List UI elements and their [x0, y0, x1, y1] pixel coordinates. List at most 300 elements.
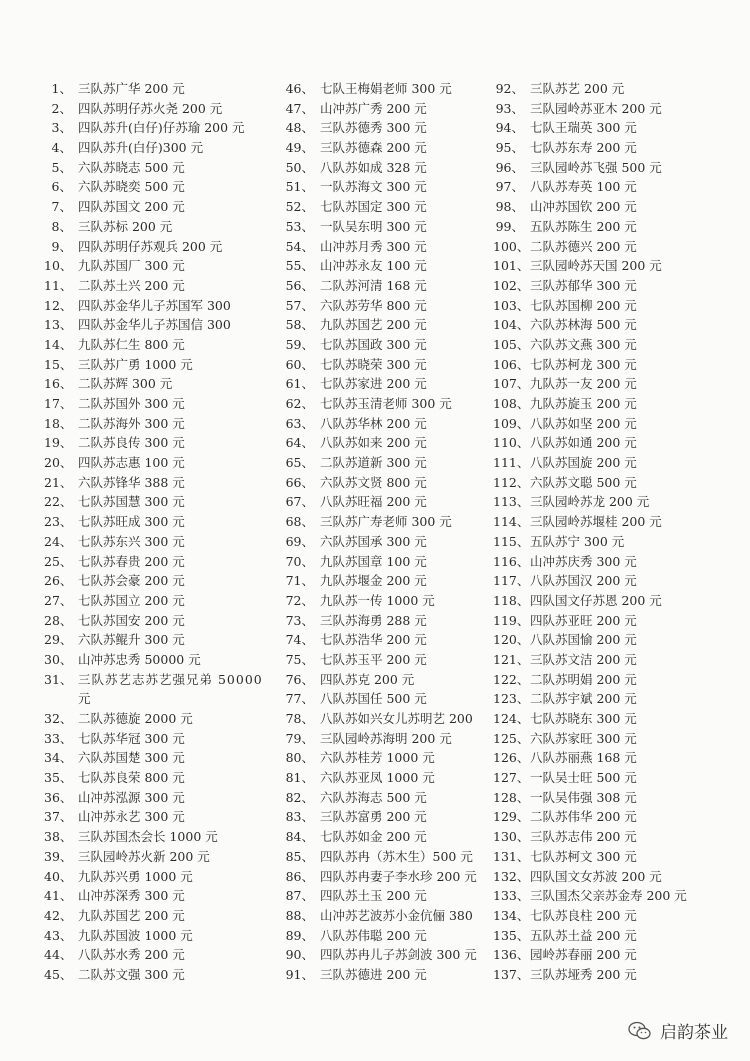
entry-number: 115、 — [493, 533, 530, 549]
donor-entry — [493, 807, 748, 827]
entry-number: 59、 — [285, 336, 314, 352]
donor-entry — [493, 79, 748, 99]
donor-entry — [493, 748, 748, 768]
entry-text: 三队园岭苏龙 200 元 — [530, 494, 650, 510]
entry-text: 六队苏劳华 800 元 — [320, 297, 427, 313]
entry-number: 98、 — [495, 199, 524, 215]
entry-number: 104、 — [493, 317, 530, 333]
entry-text: 山冲苏广秀 200 元 — [320, 100, 427, 116]
entry-text: 三队园岭苏天国 200 元 — [530, 258, 662, 274]
entry-text: 七队苏良荣 800 元 — [78, 770, 185, 786]
entry-text: 七队苏柯文 300 元 — [530, 848, 637, 864]
entry-text: 一队吴士旺 500 元 — [530, 770, 637, 786]
entry-number: 4、 — [51, 140, 72, 156]
donor-entry — [283, 256, 495, 276]
donor-entry — [44, 138, 282, 158]
entry-text: 二队苏德旋 2000 元 — [78, 711, 193, 727]
donor-entry — [493, 335, 748, 355]
entry-number: 36、 — [44, 789, 73, 805]
donor-entry — [44, 729, 282, 749]
entry-text: 六队苏文贤 800 元 — [320, 474, 427, 490]
entry-number: 6、 — [51, 179, 72, 195]
entry-text: 四队苏冉（苏木生）500 元 — [320, 848, 473, 864]
donor-entry — [283, 276, 495, 296]
entry-text: 四队苏金华儿子苏国军 300 — [78, 297, 231, 313]
entry-text: 三队苏德进 200 元 — [320, 966, 427, 982]
donor-entry — [493, 217, 748, 237]
brand-name: 启韵茶业 — [660, 1023, 728, 1043]
entry-number: 97、 — [495, 179, 524, 195]
entry-number: 117、 — [493, 573, 530, 589]
entry-number: 75、 — [285, 651, 314, 667]
entry-number: 73、 — [285, 612, 314, 628]
donor-entry — [283, 788, 495, 808]
entry-number: 52、 — [285, 199, 314, 215]
entry-text: 三队苏德森 200 元 — [320, 140, 427, 156]
donor-entry — [493, 945, 748, 965]
donor-entry — [493, 296, 748, 316]
donor-entry — [493, 788, 748, 808]
entry-text: 六队苏国楚 300 元 — [78, 750, 185, 766]
entry-number: 8、 — [51, 218, 72, 234]
entry-text: 一队吴伟强 308 元 — [530, 789, 637, 805]
entry-text: 山冲苏深秀 300 元 — [78, 888, 185, 904]
entry-number: 57、 — [285, 297, 314, 313]
donor-entry — [44, 571, 282, 591]
entry-number: 25、 — [44, 553, 73, 569]
donor-entry — [493, 965, 748, 985]
entry-number: 43、 — [44, 927, 73, 943]
entry-text: 七队苏会豪 200 元 — [78, 573, 185, 589]
entry-number: 82、 — [285, 789, 314, 805]
donor-entry — [283, 473, 495, 493]
entry-text: 山冲苏永艺 300 元 — [78, 809, 185, 825]
entry-text: 山冲苏永友 100 元 — [320, 258, 427, 274]
entry-text: 九队苏国艺 200 元 — [78, 907, 185, 923]
entry-number: 23、 — [44, 514, 73, 530]
entry-number: 50、 — [285, 159, 314, 175]
entry-number: 105、 — [493, 336, 530, 352]
entry-text: 七队苏良柱 200 元 — [530, 907, 637, 923]
entry-number: 42、 — [44, 907, 73, 923]
entry-number: 90、 — [285, 947, 314, 963]
donor-entry — [44, 867, 282, 887]
donor-entry — [44, 926, 282, 946]
donor-entry — [493, 689, 748, 709]
entry-number: 48、 — [285, 120, 314, 136]
entry-number: 93、 — [495, 100, 524, 116]
entry-number: 80、 — [285, 750, 314, 766]
donor-entry — [44, 611, 282, 631]
entry-text: 七队苏国政 300 元 — [320, 336, 427, 352]
entry-text: 八队苏丽燕 168 元 — [530, 750, 637, 766]
entry-number: 55、 — [285, 258, 314, 274]
entry-text: 七队苏如金 200 元 — [320, 829, 427, 845]
donor-entry — [283, 670, 495, 690]
donor-entry — [493, 591, 748, 611]
entry-text: 七队苏旺成 300 元 — [78, 514, 185, 530]
donor-entry — [283, 453, 495, 473]
donor-entry — [44, 256, 282, 276]
entry-number: 20、 — [44, 455, 73, 471]
donor-entry — [283, 591, 495, 611]
entry-text: 六队苏海志 500 元 — [320, 789, 427, 805]
entry-number: 27、 — [44, 592, 73, 608]
donor-entry — [493, 414, 748, 434]
donor-entry — [493, 374, 748, 394]
donor-entry — [283, 906, 495, 926]
entry-text: 三队园岭苏堰桂 200 元 — [530, 514, 662, 530]
entry-number: 40、 — [44, 868, 73, 884]
entry-number: 17、 — [44, 396, 73, 411]
entry-text: 四队苏志惠 100 元 — [78, 455, 185, 471]
entry-text: 八队苏如来 200 元 — [320, 435, 427, 451]
entry-number: 21、 — [44, 474, 73, 490]
donor-entry — [283, 709, 495, 729]
donor-entry — [493, 552, 748, 572]
entry-number: 72、 — [285, 592, 314, 608]
donor-entry — [493, 197, 748, 217]
donor-entry — [44, 315, 282, 335]
entry-number: 109、 — [493, 415, 530, 431]
entry-number: 100、 — [493, 238, 530, 254]
entry-number: 102、 — [493, 277, 530, 293]
entry-text: 八队苏国旋 200 元 — [530, 455, 637, 471]
entry-text: 四队苏国文 200 元 — [78, 199, 185, 215]
entry-text: 七队苏晓东 300 元 — [530, 711, 637, 726]
entry-text: 山冲苏国钦 200 元 — [530, 199, 637, 215]
donor-entry — [44, 492, 282, 512]
entry-text: 二队苏良传 300 元 — [78, 435, 185, 451]
entry-text: 三队苏郁华 300 元 — [530, 277, 637, 293]
entry-text: 二队苏文强 300 元 — [78, 966, 185, 982]
entry-number: 120、 — [493, 632, 530, 648]
entry-number: 5、 — [51, 159, 72, 175]
donor-entry — [44, 394, 282, 414]
donor-entry — [44, 79, 282, 99]
entry-text: 五队苏土益 200 元 — [530, 927, 637, 943]
entry-text: 六队苏鲲升 300 元 — [78, 632, 185, 648]
donor-entry — [493, 394, 748, 414]
donor-entry — [44, 99, 282, 119]
entry-text: 七队苏国安 200 元 — [78, 612, 185, 628]
entry-number: 85、 — [285, 848, 314, 864]
entry-number: 128、 — [493, 789, 530, 805]
entry-number: 134、 — [493, 907, 530, 923]
entry-text: 八队苏旺福 200 元 — [320, 494, 427, 510]
donor-entry — [493, 709, 748, 729]
entry-number: 91、 — [285, 966, 314, 982]
donor-entry — [44, 552, 282, 572]
entry-text: 山冲苏泓源 300 元 — [78, 789, 185, 805]
entry-number: 86、 — [285, 868, 314, 884]
entry-number: 13、 — [44, 317, 73, 333]
entry-text: 七队王瑞英 300 元 — [530, 120, 637, 136]
entry-number: 61、 — [285, 376, 314, 392]
entry-number: 107、 — [493, 376, 530, 392]
entry-number: 65、 — [285, 455, 314, 471]
donor-entry — [493, 355, 748, 375]
donor-entry — [283, 729, 495, 749]
entry-text: 九队苏国章 100 元 — [320, 553, 427, 569]
entry-text: 八队苏如兴女儿苏明艺 200 — [320, 711, 473, 726]
donor-entry — [493, 492, 748, 512]
entry-text: 九队苏国厂 300 元 — [78, 258, 185, 274]
donor-entry — [44, 670, 282, 709]
entry-text: 七队王梅娟老师 300 元 — [320, 81, 452, 96]
entry-number: 29、 — [44, 632, 73, 648]
donor-entry — [44, 118, 282, 138]
entry-number: 32、 — [44, 711, 73, 727]
entry-number: 24、 — [44, 533, 73, 549]
entry-text: 三队苏垭秀 200 元 — [530, 966, 637, 982]
entry-number: 22、 — [44, 494, 73, 510]
entry-text: 六队苏晓志 500 元 — [78, 159, 185, 175]
entry-text: 二队苏河清 168 元 — [320, 277, 427, 293]
entry-number: 38、 — [44, 829, 73, 845]
entry-number: 11、 — [44, 277, 73, 293]
entry-text: 二队苏辉 300 元 — [78, 376, 173, 392]
entry-number: 130、 — [493, 829, 530, 845]
entry-number: 77、 — [285, 691, 314, 707]
entry-text: 八队苏如坚 200 元 — [530, 415, 637, 431]
entry-text: 三队苏富勇 200 元 — [320, 809, 427, 825]
donor-entry — [283, 433, 495, 453]
entry-text: 二队苏宇斌 200 元 — [530, 691, 637, 707]
donor-entry — [44, 709, 282, 729]
donor-entry — [283, 827, 495, 847]
donor-entry — [493, 256, 748, 276]
donor-column-3 — [493, 79, 748, 985]
donor-entry — [44, 591, 282, 611]
entry-text: 八队苏寿英 100 元 — [530, 179, 637, 195]
donor-entry — [283, 926, 495, 946]
entry-number: 62、 — [285, 396, 314, 411]
entry-number: 89、 — [285, 927, 314, 943]
donor-entry — [283, 945, 495, 965]
donor-entry — [283, 79, 495, 99]
entry-text: 山冲苏庆秀 300 元 — [530, 553, 637, 569]
donor-entry — [44, 512, 282, 532]
entry-text: 六队苏国承 300 元 — [320, 533, 427, 549]
entry-number: 46、 — [285, 81, 314, 96]
donor-entry — [44, 886, 282, 906]
entry-text: 三队苏艺 200 元 — [530, 81, 625, 96]
entry-text: 一队苏海文 300 元 — [320, 179, 427, 195]
donor-column-2 — [283, 79, 495, 985]
entry-text: 七队苏春贵 200 元 — [78, 553, 185, 569]
wechat-icon — [628, 1021, 652, 1041]
entry-number: 41、 — [44, 888, 73, 904]
entry-number: 121、 — [493, 651, 530, 667]
donor-entry — [44, 237, 282, 257]
donor-entry — [44, 945, 282, 965]
donor-entry — [493, 276, 748, 296]
entry-text: 九队苏国波 1000 元 — [78, 927, 193, 943]
donor-entry — [44, 453, 282, 473]
entry-number: 126、 — [493, 750, 530, 766]
donor-entry — [283, 689, 495, 709]
entry-number: 31、 — [44, 671, 73, 687]
entry-text: 二队苏土兴 200 元 — [78, 277, 185, 293]
entry-number: 54、 — [285, 238, 314, 254]
entry-text: 四队苏明仔苏观兵 200 元 — [78, 238, 223, 254]
donor-entry — [283, 315, 495, 335]
donor-entry — [44, 532, 282, 552]
donor-entry — [283, 532, 495, 552]
entry-text: 四队苏冉儿子苏剑波 300 元 — [320, 947, 477, 963]
entry-text: 园岭苏春丽 200 元 — [530, 947, 637, 963]
donor-entry — [283, 571, 495, 591]
entry-number: 106、 — [493, 356, 530, 372]
entry-number: 33、 — [44, 730, 73, 746]
entry-text: 七队苏玉清老师 300 元 — [320, 396, 452, 411]
entry-number: 116、 — [493, 553, 530, 569]
entry-text: 三队园岭苏火新 200 元 — [78, 848, 210, 864]
entry-text: 三队苏艺志苏艺强兄弟 50000 元 — [78, 671, 263, 707]
entry-number: 135、 — [493, 927, 530, 943]
donor-entry — [283, 611, 495, 631]
entry-number: 96、 — [495, 159, 524, 175]
entry-number: 87、 — [285, 888, 314, 904]
entry-text: 八队苏华林 200 元 — [320, 415, 427, 431]
entry-number: 35、 — [44, 770, 73, 786]
donor-entry — [44, 276, 282, 296]
entry-text: 七队苏华冠 300 元 — [78, 730, 185, 746]
entry-text: 七队苏柯龙 300 元 — [530, 356, 637, 372]
entry-number: 9、 — [51, 238, 72, 254]
entry-number: 88、 — [285, 907, 314, 923]
donor-entry — [493, 867, 748, 887]
entry-number: 69、 — [285, 533, 314, 549]
entry-number: 39、 — [44, 848, 73, 864]
entry-number: 94、 — [495, 120, 524, 136]
entry-text: 三队苏德秀 300 元 — [320, 120, 427, 136]
entry-number: 95、 — [495, 140, 524, 156]
entry-text: 六队苏锋华 388 元 — [78, 474, 185, 490]
entry-text: 六队苏晓奕 500 元 — [78, 179, 185, 195]
donor-entry — [493, 118, 748, 138]
donor-entry — [493, 473, 748, 493]
donor-entry — [44, 965, 282, 985]
donor-entry — [44, 788, 282, 808]
donor-entry — [283, 512, 495, 532]
entry-text: 六队苏家旺 300 元 — [530, 730, 637, 746]
entry-number: 125、 — [493, 730, 530, 746]
donor-entry — [493, 906, 748, 926]
entry-text: 一队吴东明 300 元 — [320, 218, 427, 234]
entry-number: 133、 — [493, 888, 530, 904]
entry-text: 七队苏玉平 200 元 — [320, 651, 427, 667]
donor-entry — [283, 374, 495, 394]
donor-entry — [283, 237, 495, 257]
donor-entry — [44, 296, 282, 316]
entry-text: 二队苏明娟 200 元 — [530, 671, 637, 687]
entry-number: 131、 — [493, 848, 530, 864]
donor-entry — [283, 118, 495, 138]
entry-text: 八队苏如成 328 元 — [320, 159, 427, 175]
donor-entry — [493, 512, 748, 532]
donor-entry — [44, 807, 282, 827]
entry-text: 山冲苏忠秀 50000 元 — [78, 651, 201, 667]
entry-number: 10、 — [44, 258, 73, 274]
entry-text: 四队苏升(白仔)仔苏瑜 200 元 — [78, 120, 245, 136]
donor-entry — [283, 99, 495, 119]
entry-number: 63、 — [285, 415, 314, 431]
donor-entry — [44, 414, 282, 434]
donor-entry — [44, 847, 282, 867]
entry-number: 19、 — [44, 435, 73, 451]
entry-text: 七队苏国立 200 元 — [78, 592, 185, 608]
entry-number: 137、 — [493, 966, 530, 982]
donor-entry — [44, 177, 282, 197]
entry-number: 129、 — [493, 809, 530, 825]
entry-number: 66、 — [285, 474, 314, 490]
donor-entry — [493, 158, 748, 178]
entry-text: 八队苏国愉 200 元 — [530, 632, 637, 648]
donor-entry — [493, 237, 748, 257]
entry-text: 四队苏土玉 200 元 — [320, 888, 427, 904]
entry-text: 五队苏宁 300 元 — [530, 533, 625, 549]
donor-entry — [283, 355, 495, 375]
donor-entry — [44, 335, 282, 355]
entry-number: 110、 — [493, 435, 530, 451]
entry-text: 四队苏亚旺 200 元 — [530, 612, 637, 628]
entry-number: 112、 — [493, 474, 530, 490]
entry-number: 119、 — [493, 612, 530, 628]
donor-entry — [493, 315, 748, 335]
donor-entry — [44, 158, 282, 178]
donor-entry — [283, 886, 495, 906]
entry-number: 127、 — [493, 770, 530, 786]
donor-entry — [44, 827, 282, 847]
donor-entry — [44, 650, 282, 670]
donor-entry — [493, 926, 748, 946]
entry-number: 16、 — [44, 376, 73, 392]
entry-text: 九队苏旋玉 200 元 — [530, 396, 637, 411]
entry-text: 九队苏一传 1000 元 — [320, 592, 435, 608]
entry-number: 1、 — [51, 81, 72, 96]
donor-entry — [283, 552, 495, 572]
entry-text: 三队园岭苏亚木 200 元 — [530, 100, 662, 116]
entry-text: 三队苏广寿老师 300 元 — [320, 514, 452, 530]
entry-text: 八队苏伟聪 200 元 — [320, 927, 427, 943]
entry-number: 111、 — [493, 455, 530, 471]
entry-text: 二队苏国外 300 元 — [78, 396, 185, 411]
entry-number: 124、 — [493, 711, 530, 726]
donor-entry — [283, 217, 495, 237]
entry-number: 15、 — [44, 356, 73, 372]
donor-entry — [44, 473, 282, 493]
donor-entry — [493, 571, 748, 591]
entry-number: 74、 — [285, 632, 314, 648]
donor-entry — [44, 197, 282, 217]
entry-number: 71、 — [285, 573, 314, 589]
donor-entry — [44, 630, 282, 650]
donor-entry — [44, 355, 282, 375]
donor-entry — [493, 99, 748, 119]
entry-text: 四队苏克 200 元 — [320, 671, 415, 687]
entry-number: 34、 — [44, 750, 73, 766]
entry-number: 28、 — [44, 612, 73, 628]
entry-text: 八队苏如通 200 元 — [530, 435, 637, 451]
donor-entry — [283, 335, 495, 355]
entry-number: 53、 — [285, 218, 314, 234]
entry-number: 3、 — [51, 120, 72, 136]
entry-number: 49、 — [285, 140, 314, 156]
donor-entry — [44, 217, 282, 237]
entry-text: 七队苏东兴 300 元 — [78, 533, 185, 549]
